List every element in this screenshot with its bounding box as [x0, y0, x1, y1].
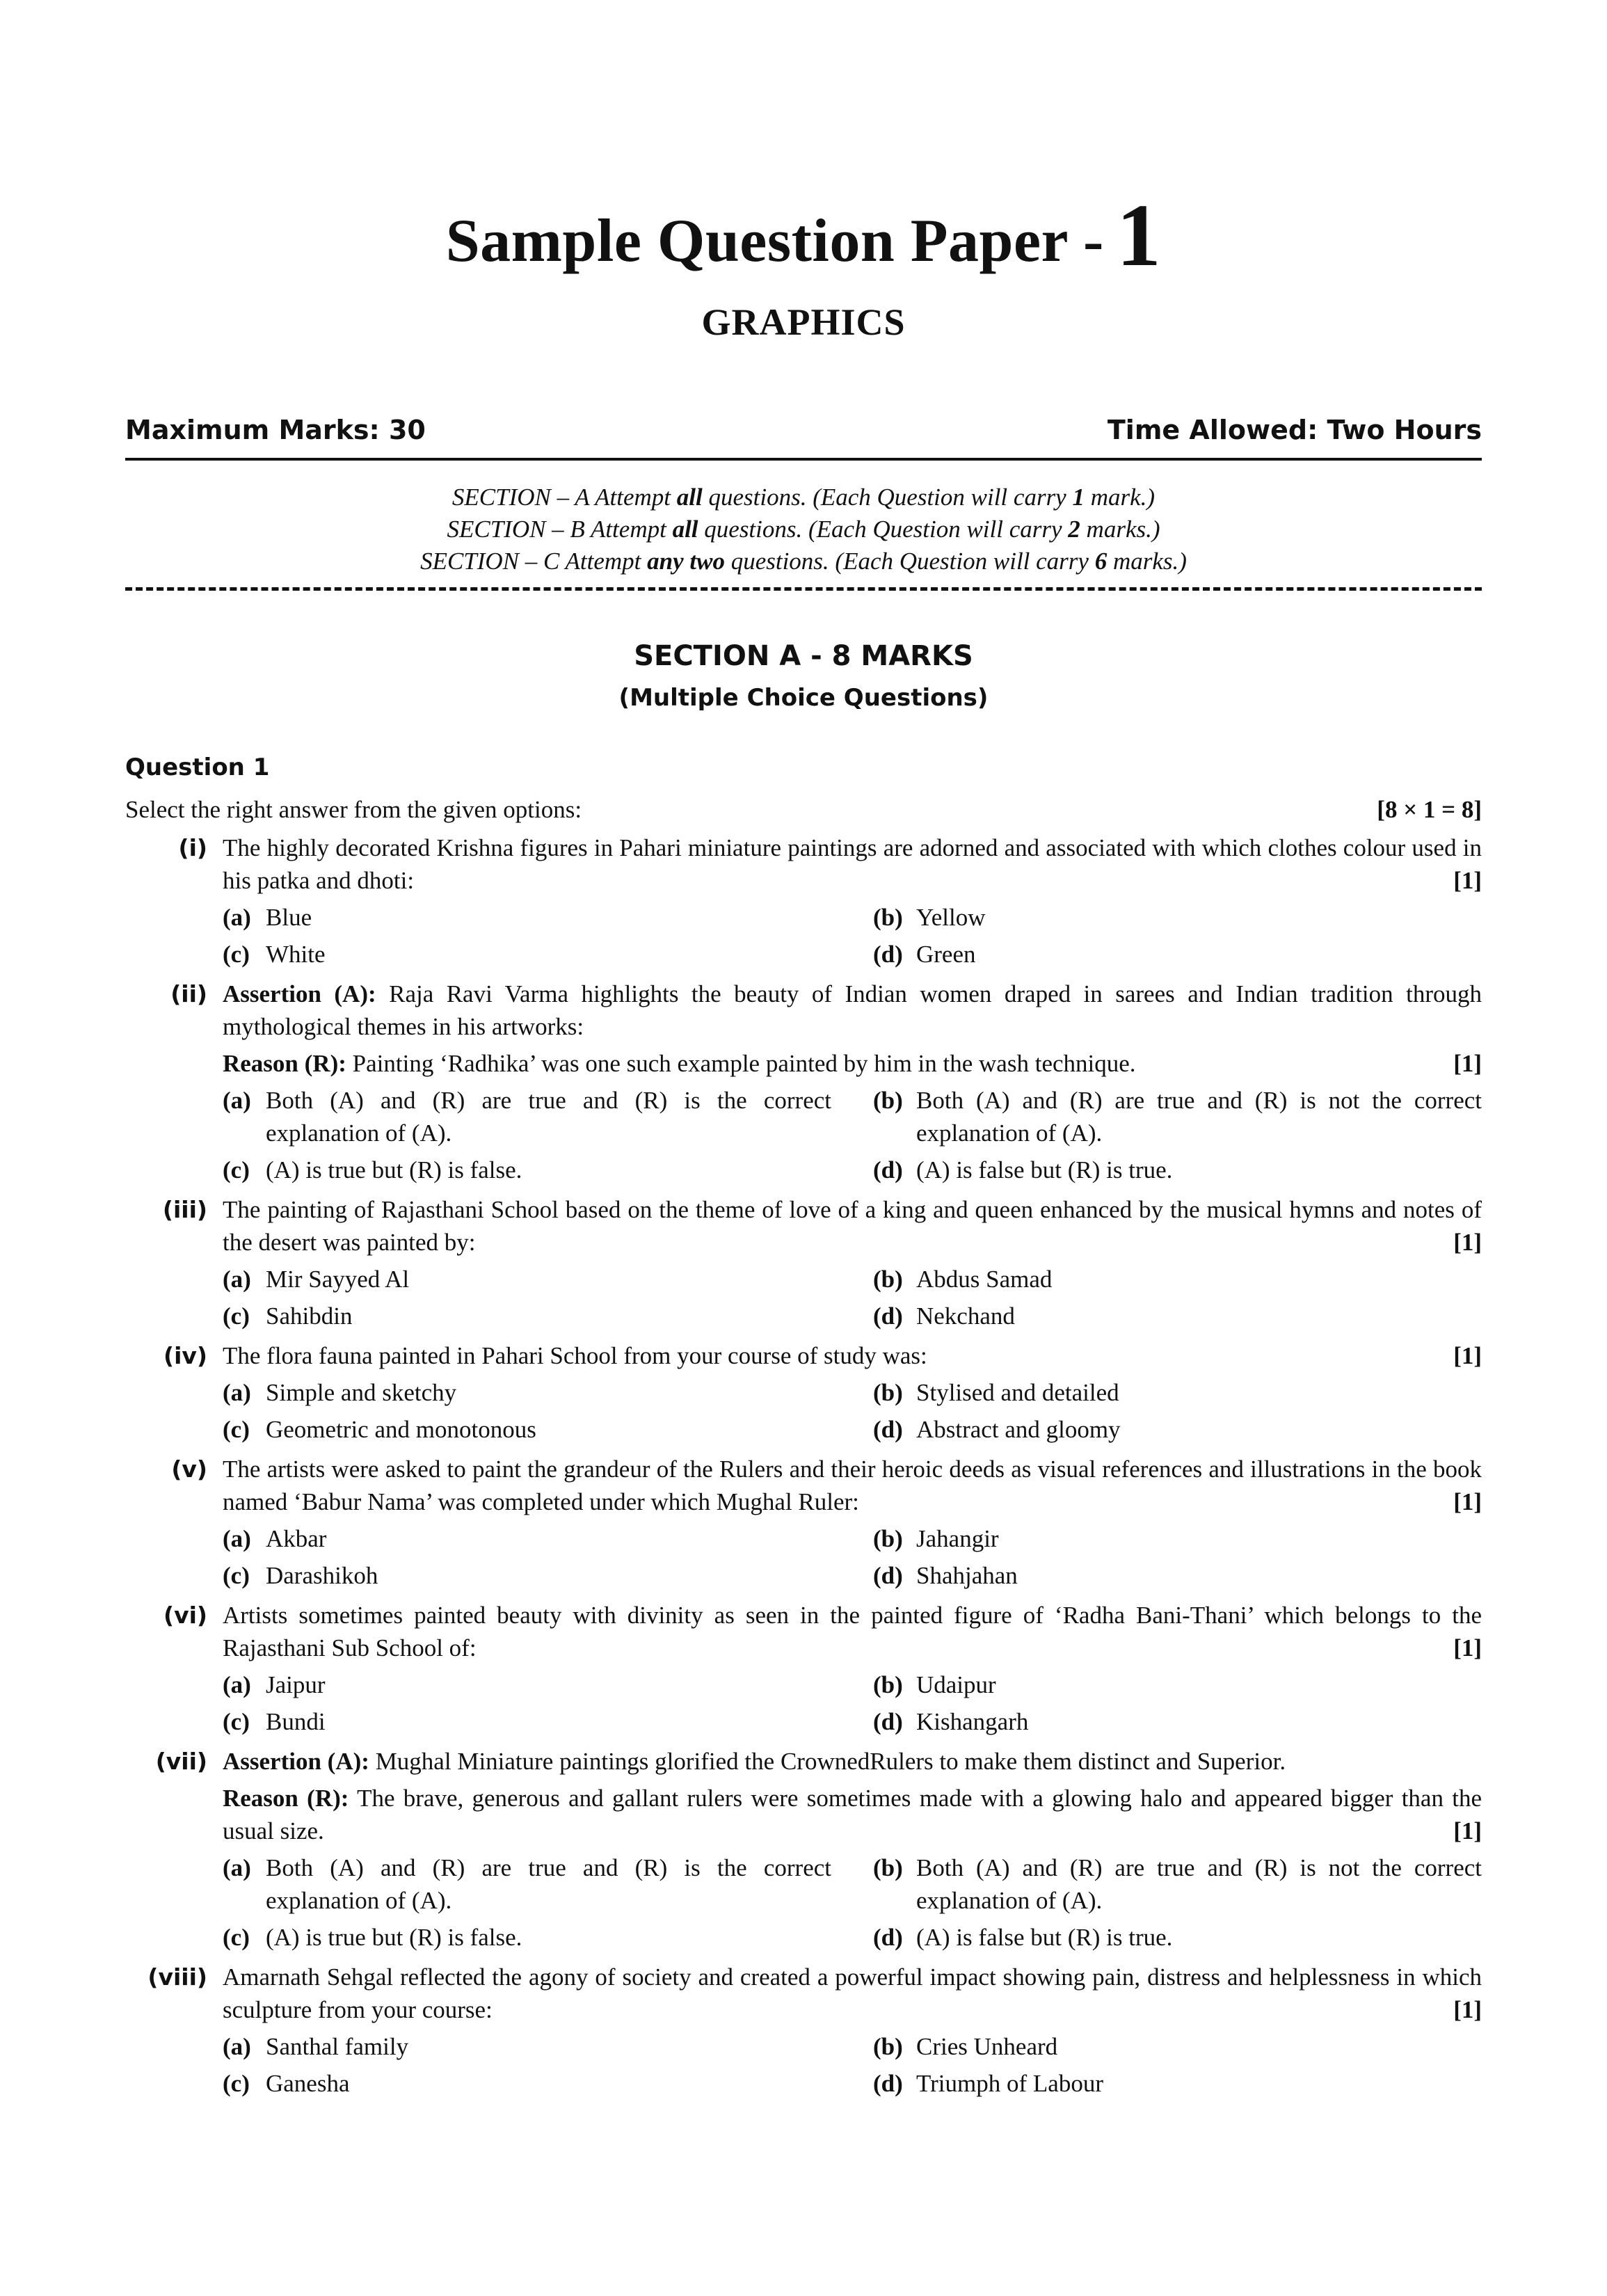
option: (d) Green: [873, 941, 976, 968]
question-item: [125, 1599, 1482, 1741]
item-reason: Reason (R): Painting ‘Radhika’ was one such example painted by him in the wash technique. [1]: [223, 1047, 1482, 1080]
option: (a) Mir Sayyed Al: [223, 1266, 410, 1293]
section-heading: SECTION A - 8 MARKS: [634, 640, 973, 672]
option: (d) Nekchand: [873, 1302, 1015, 1330]
item-number: (ii): [170, 980, 207, 1007]
question-marks: [8 × 1 = 8]: [1377, 796, 1482, 823]
section-subheading: (Multiple Choice Questions): [618, 684, 989, 712]
option: (a) Santhal family: [223, 2033, 409, 2060]
item-reason: Reason (R): The brave, generous and gallant rulers were sometimes made with a glowing halo and appeared bigger than the usual size. [1]: [223, 1782, 1482, 1847]
page-title: [0, 184, 1607, 287]
item-number: (v): [171, 1456, 207, 1483]
title-text: Sample Question Paper -: [445, 207, 1104, 275]
option: (a) Both (A) and (R) are true and (R) is the correct explanation of (A).: [223, 1087, 831, 1147]
options: [223, 2030, 1482, 2100]
item-number: (viii): [147, 1963, 207, 1991]
option: (b) Udaipur: [873, 1671, 996, 1698]
option: (d) Triumph of Labour: [873, 2070, 1103, 2097]
option: (b) Cries Unheard: [873, 2033, 1058, 2060]
item-number: (vii): [155, 1748, 207, 1775]
option: (c) Geometric and monotonous: [223, 1416, 536, 1443]
item-number: (iii): [162, 1196, 207, 1223]
question-item: [125, 1453, 1482, 1595]
question-instruction: Select the right answer from the given options:: [125, 796, 582, 823]
question-item: [125, 831, 1482, 973]
dashed-divider: [125, 587, 1482, 591]
instruction-line: SECTION – C Attempt any two questions. (Each Question will carry 6 marks.): [420, 548, 1187, 575]
item-text: The painting of Rajasthani School based on the theme of love of a king and queen enhanced by the musical hymns and notes of the desert was painted by: [1]: [223, 1193, 1482, 1259]
item-text: The flora fauna painted in Pahari School from your course of study was: [1]: [223, 1339, 1482, 1372]
option: (c) Bundi: [223, 1708, 326, 1735]
option: (c) Ganesha: [223, 2070, 350, 2097]
options: [223, 1522, 1482, 1592]
options: [223, 901, 1482, 971]
option: (c) Sahibdin: [223, 1302, 353, 1330]
instruction-line: SECTION – B Attempt all questions. (Each Question will carry 2 marks.): [447, 516, 1160, 543]
section-instructions: [125, 481, 1482, 577]
question-item: [125, 1961, 1482, 2103]
item-mark: [1]: [1453, 1817, 1482, 1844]
options: [223, 1376, 1482, 1446]
option: (b) Both (A) and (R) are true and (R) is not the correct explanation of (A).: [873, 1854, 1482, 1914]
option: (d) Kishangarh: [873, 1708, 1029, 1735]
option: (d) (A) is false but (R) is true.: [873, 1156, 1173, 1183]
options: [223, 1668, 1482, 1738]
time-allowed: Time Allowed: Two Hours: [1107, 415, 1482, 445]
item-mark: [1]: [1453, 1229, 1482, 1256]
item-mark: [1]: [1453, 1996, 1482, 2023]
item-text: Assertion (A): Raja Ravi Varma highlights the beauty of Indian women draped in sarees and Indian tradition through mythological themes in his artworks:: [223, 980, 1482, 1040]
option: (d) (A) is false but (R) is true.: [873, 1924, 1173, 1951]
item-text: Assertion (A): Mughal Miniature paintings glorified the CrownedRulers to make them distinct and Superior.: [223, 1748, 1286, 1775]
option: (c) (A) is true but (R) is false.: [223, 1924, 522, 1951]
options: [223, 1084, 1482, 1186]
options: [223, 1263, 1482, 1332]
item-text: Amarnath Sehgal reflected the agony of society and created a powerful impact showing pain, distress and helplessness in which sculpture from your course: [1]: [223, 1961, 1482, 2026]
option: (a) Jaipur: [223, 1671, 326, 1698]
header-divider: [125, 458, 1482, 461]
option: (b) Jahangir: [873, 1525, 999, 1552]
question-content: [125, 793, 1482, 2103]
options: [223, 1851, 1482, 1954]
question-item: [125, 1745, 1482, 1956]
item-text: Artists sometimes painted beauty with divinity as seen in the painted figure of ‘Radha Bani-Thani’ which belongs to the Rajasthani Sub School of: [1]: [223, 1599, 1482, 1664]
exam-meta-row: [125, 415, 1482, 445]
question-item: [125, 1339, 1482, 1449]
maximum-marks: Maximum Marks: 30: [125, 415, 426, 445]
question-item: [125, 978, 1482, 1189]
instruction-line: SECTION – A Attempt all questions. (Each Question will carry 1 mark.): [451, 484, 1156, 511]
option: (c) (A) is true but (R) is false.: [223, 1156, 522, 1183]
paper-number: 1: [1116, 186, 1162, 285]
option: (b) Stylised and detailed: [873, 1379, 1119, 1406]
option: (b) Yellow: [873, 904, 986, 931]
subject-title: GRAPHICS: [701, 301, 906, 343]
item-mark: [1]: [1453, 1342, 1482, 1369]
item-text: The artists were asked to paint the grandeur of the Rulers and their heroic deeds as visual references and illustrations in the book named ‘Babur Nama’ was completed under which Mughal Ruler: [1]: [223, 1453, 1482, 1518]
option: (d) Abstract and gloomy: [873, 1416, 1121, 1443]
item-number: (vi): [163, 1602, 207, 1629]
item-mark: [1]: [1453, 867, 1482, 894]
item-mark: [1]: [1453, 1634, 1482, 1661]
option: (a) Both (A) and (R) are true and (R) is the correct explanation of (A).: [223, 1854, 831, 1914]
option: (d) Shahjahan: [873, 1562, 1018, 1589]
option: (a) Blue: [223, 904, 312, 931]
option: (a) Simple and sketchy: [223, 1379, 457, 1406]
item-number: (iv): [163, 1342, 207, 1369]
item-mark: [1]: [1453, 1488, 1482, 1515]
option: (c) White: [223, 941, 326, 968]
question-label: Question 1: [125, 754, 270, 781]
option: (a) Akbar: [223, 1525, 327, 1552]
item-number: (i): [178, 834, 207, 861]
item-text: The highly decorated Krishna figures in Pahari miniature paintings are adorned and associated with which clothes colour used in his patka and dhoti: [1]: [223, 831, 1482, 897]
option: (b) Both (A) and (R) are true and (R) is not the correct explanation of (A).: [873, 1087, 1482, 1147]
item-mark: [1]: [1453, 1050, 1482, 1077]
option: (b) Abdus Samad: [873, 1266, 1053, 1293]
question-item: [125, 1193, 1482, 1335]
question-instruction-row: [125, 793, 1482, 826]
option: (c) Darashikoh: [223, 1562, 378, 1589]
